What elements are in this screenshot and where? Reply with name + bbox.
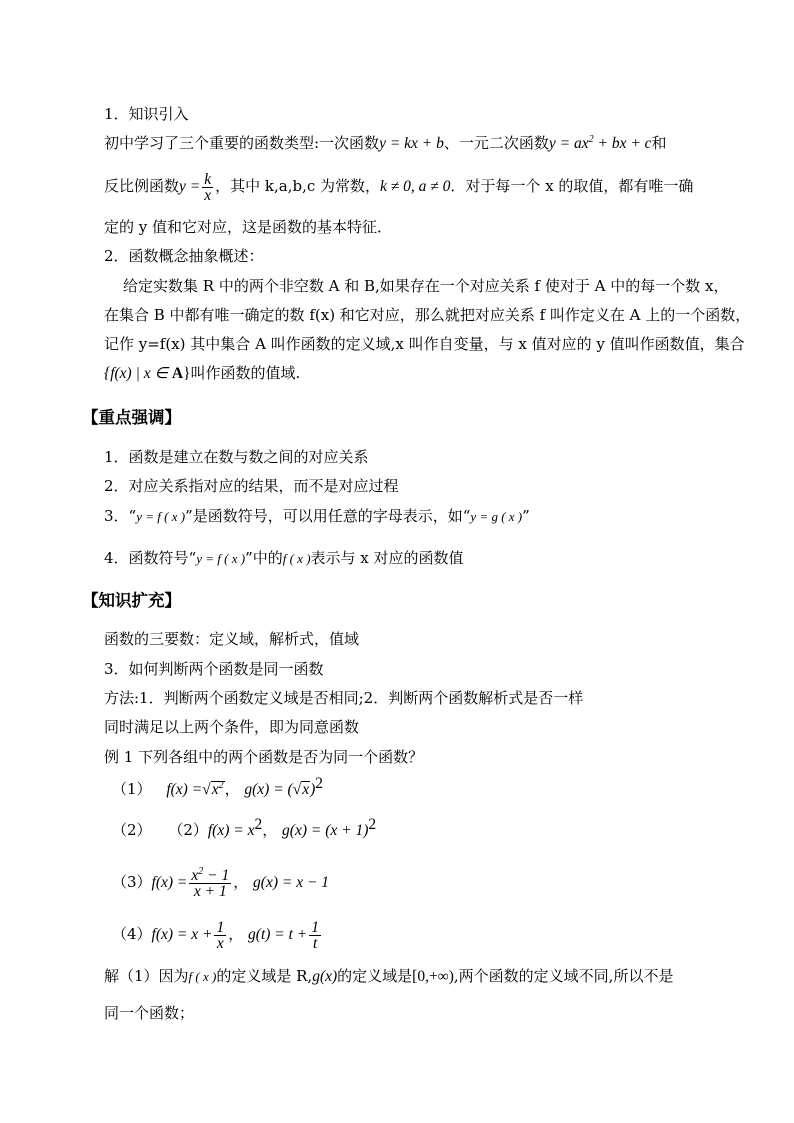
solution-line-2: 同一个函数； xyxy=(104,1004,195,1022)
example-1-question: 例 1 下列各组中的两个函数是否为同一个函数？ xyxy=(104,748,424,766)
expansion-line-2: 3．如何判断两个函数是同一函数 xyxy=(104,660,324,678)
intro-paragraph-line1: 初中学习了三个重要的函数类型:一次函数y = kx + b、一元二次函数$y = ax^2$ + bx + c和 xyxy=(104,134,667,152)
expansion-line-1: 函数的三要数：定义域，解析式，值域 xyxy=(104,630,360,648)
emphasis-item-4: 4．函数符号“y = f ( x )”中的f ( x )表示与 x 对应的函数值 xyxy=(104,549,464,567)
solution-line-1: 解（1）因为f ( x )的定义域是 R,g(x)的定义域是[0,+∞),两个函数的定义域不同,所以不是 xyxy=(104,967,674,985)
concept-paragraph-line2: 在集合 B 中都有唯一确定的数 f(x) 和它对应，那么就把对应关系 f 叫作定义在 A 上的一个函数， xyxy=(104,306,751,324)
concept-paragraph-line1: 给定实数集 R 中的两个非空数 A 和 B,如果存在一个对应关系 f 使对于 A 中的每一个数 x， xyxy=(123,277,729,295)
intro-title: 1．知识引入 xyxy=(104,105,189,123)
concept-paragraph-line3: 记作 y=f(x) 其中集合 A 叫作函数的定义域,x 叫作自变量，与 x 值对应的 y 值叫作函数值，集合 xyxy=(104,335,745,353)
concept-paragraph-line4: {f(x) | x ∈ A}叫作函数的值域. xyxy=(104,364,301,382)
example-1-group-1: （1） $f(x) =√x^2$， $g(x) = (√x)^2$ xyxy=(112,775,324,798)
emphasis-heading: 【重点强调】 xyxy=(82,408,181,427)
expansion-heading: 【知识扩充】 xyxy=(82,591,181,610)
expansion-line-4: 同时满足以上两个条件，即为同意函数 xyxy=(104,718,360,736)
linear-function-formula: y = kx + b xyxy=(379,135,444,152)
intro-paragraph-line2: 反比例函数y = $\frac{k}{x}$ ，其中 k,a,b,c 为常数，k ≠ 0, a ≠ 0．对于每一个 x 的取值，都有唯一确 xyxy=(104,170,694,204)
concept-title: 2．函数概念抽象概述： xyxy=(104,247,264,265)
inverse-function-fraction: $\frac{k}{x}$ xyxy=(204,170,212,204)
example-1-group-4: （4）f(x) = x + $\frac{1}{x}$ ， g(t) = t + $\frac{1}{t}$ xyxy=(112,918,320,952)
quadratic-function-formula: $y = ax^2$ + bx + c xyxy=(548,134,652,152)
emphasis-item-3: 3．“y = f ( x )”是函数符号，可以用任意的字母表示，如“y = g ( x )” xyxy=(104,507,530,525)
emphasis-item-1: 1．函数是建立在数与数之间的对应关系 xyxy=(104,448,369,466)
expansion-line-3: 方法:1．判断两个函数定义域是否相同;2．判断两个函数解析式是否一样 xyxy=(104,689,584,707)
example-1-group-2: （2） $(2)f(x) = x^2$， $g(x) = (x + 1)^2$ xyxy=(112,816,377,839)
emphasis-item-2: 2．对应关系指对应的结果，而不是对应过程 xyxy=(104,477,399,495)
intro-paragraph-line3: 定的 y 值和它对应，这是函数的基本特征． xyxy=(104,218,393,236)
example-1-group-3: （3）f(x) = $\frac{x^2 - 1}{x + 1}$ ， g(x) = x − 1 xyxy=(112,865,330,900)
